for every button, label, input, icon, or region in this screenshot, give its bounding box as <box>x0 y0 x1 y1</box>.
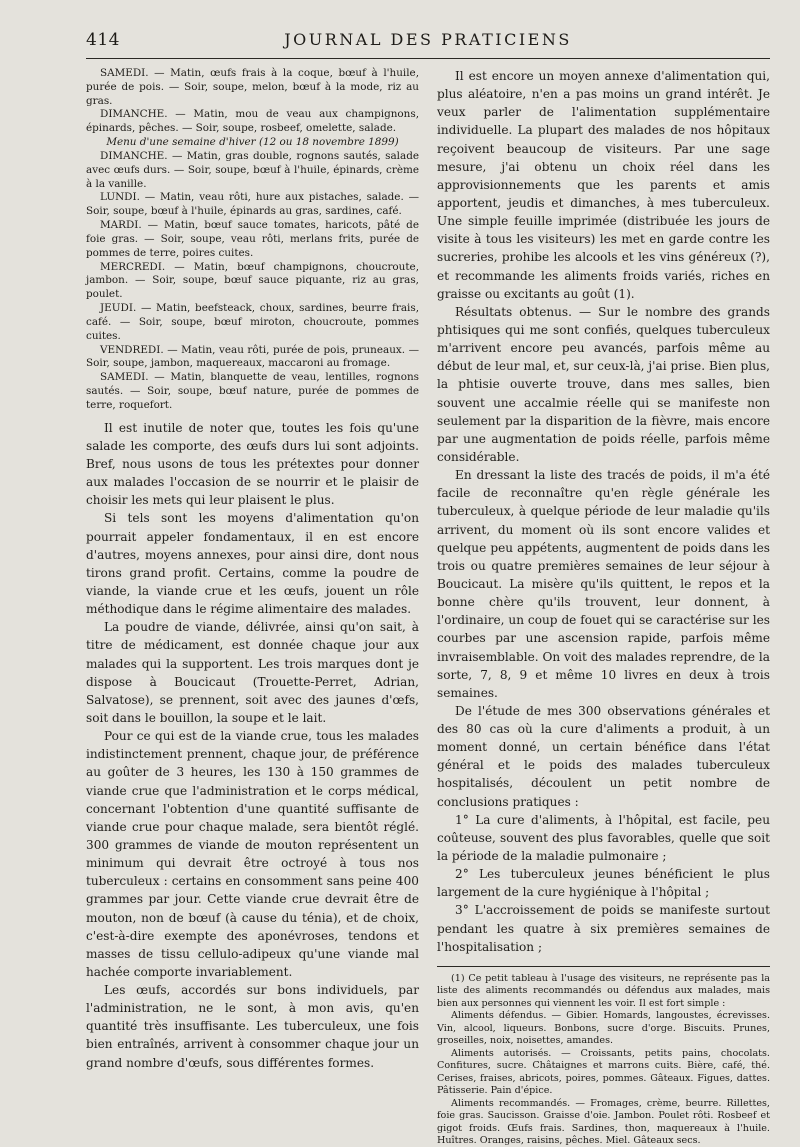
conclusion-item: 3° L'accroissement de poids se manifeste surtout pendant les quatre à six premières semaines de l'hospitalisation ; <box>437 903 770 954</box>
menu-entry: SAMEDI. — Matin, œufs frais à la coque, bœuf à l'huile, purée de pois. — Soir, soupe, melon, bœuf à la mode, riz au gras. <box>86 67 419 107</box>
footnotes <box>437 966 770 1147</box>
footnote: Aliments recommandés. — Fromages, crème, beurre. Rillettes, foie gras. Saucisson. Graisse d'oie. Jambon. Poulet rôti. Rosbeef et gigot froids. Œufs frais. Sardines, thon, maquereaux à l'huile. Huîtres. Oranges, raisins, pêches. Miel. Gâteaux secs. <box>437 1097 770 1146</box>
right-column <box>437 67 770 1147</box>
conclusion-item: 1° La cure d'aliments, à l'hôpital, est facile, peu coûteuse, souvent des plus favorables, quelle que soit la période de la maladie pulmonaire ; <box>437 812 770 864</box>
footnote: Aliments autorisés. — Croissants, petits pains, chocolats. Confitures, sucre. Châtaignes et marrons cuits. Bière, café, thé. Cerises, fraises, abricots, poires, pommes. Gâteaux. Figues, dattes. Pâtisserie. Pain d'épice. <box>437 1047 770 1097</box>
paragraph: Résultats obtenus. — Sur le nombre des grands phtisiques qui me sont confiés, quelques tuberculeux m'arrivent encore peu avancés, parfois même au début de leur mal, et, sur ceux-là, j'ai prise. Bien plus, la phtisie ouverte trouve, dans mes salles, bien souvent une accalmie réelle qui se manifeste non seulement par la disparition de la fièvre, mais encore par une augmentation de poids réelle, parfois même considérable. <box>437 304 770 464</box>
menu-entry: JEUDI. — Matin, beefsteack, choux, sardines, beurre frais, café. — Soir, soupe, bœuf miroton, choucroute, pommes cuites. <box>86 302 419 342</box>
menu-entry: LUNDI. — Matin, veau rôti, hure aux pistaches, salade. — Soir, soupe, bœuf à l'huile, épinards au gras, sardines, café. <box>86 191 419 218</box>
paragraph: Pour ce qui est de la viande crue, tous les malades indistinctement prennent, chaque jour, de préférence au goûter de 3 heures, les 130 à 150 grammes de viande crue que l'administration et le corps médical, concernant l'obtention d'une quantité suffisante de viande crue pour chaque malade, sera bientôt réglé. 300 grammes de viande de mouton représentent un minimum qui devrait être octroyé à tous nos tuberculeux : certains en consomment sans peine 400 grammes par jour. Cette viande crue devrait être de mouton, non de bœuf (à cause du ténia), et de choix, c'est-à-dire exempte des aponévroses, tendons et masses de tissu cellulo-adipeux qu'une viande mal hachée comporte invariablement. <box>86 729 419 979</box>
page-header <box>86 26 770 59</box>
footnote: Aliments défendus. — Gibier. Homards, langoustes, écrevisses. Vin, alcool, liqueurs. Bonbons, sucre d'orge. Biscuits. Prunes, groseilles, noix, noisettes, amandes. <box>437 1010 770 1047</box>
left-body <box>86 419 419 1072</box>
menu-entry: SAMEDI. — Matin, blanquette de veau, lentilles, rognons sautés. — Soir, soupe, bœuf nature, purée de pommes de terre, roquefort. <box>86 371 419 411</box>
menu-heading: Menu d'une semaine d'hiver (12 ou 18 novembre 1899) <box>106 136 399 149</box>
menu-entry: MERCREDI. — Matin, bœuf champignons, choucroute, jambon. — Soir, soupe, bœuf sauce piquante, riz au gras, poulet. <box>86 260 419 301</box>
footnote: (1) Ce petit tableau à l'usage des visiteurs, ne représente pas la liste des aliments recommandés ou défendus aux malades, mais bien aux personnes qui viennent les voir. Il est fort simple : <box>437 972 770 1009</box>
menu-list <box>86 67 419 413</box>
paragraph: Les œufs, accordés sur bons individuels, par l'administration, ne le sont, à mon avis, qu'en quantité très insuffisante. Les tuberculeux, une fois bien entraînés, arrivent à consommer chaque jour un grand nombre d'œufs, sous différentes formes. <box>86 983 419 1070</box>
text-columns <box>86 67 770 1147</box>
paragraph: La poudre de viande, délivrée, ainsi qu'on sait, à titre de médicament, est donnée chaque jour aux malades qui la supportent. Les trois marques dont je dispose à Boucicaut (Trouette-Perret, Adrian, Salvatose), se prennent, soit avec des jaunes d'œfs, soit dans le bouillon, la soupe et le lait. <box>86 620 419 725</box>
paragraph: En dressant la liste des tracés de poids, il m'a été facile de reconnaître qu'en règle générale les tuberculeux, à quelque période de leur maladie qu'ils arrivent, du moment où ils sont encore valides et quelque peu appétents, augmentent de poids dans les trois ou quatre premières semaines de leur séjour à Boucicaut. La misère qu'ils quittent, le repos et la bonne chère qu'ils trouvent, leur donnent, à l'ordinaire, un coup de fouet qui se caractérise sur les courbes par une ascension rapide, parfois même invraisemblable. On voit des malades reprendre, de la sorte, 7, 8, 9 et même 10 livres en deux à trois semaines. <box>437 468 770 700</box>
menu-entry: MARDI. — Matin, bœuf sauce tomates, haricots, pâté de foie gras. — Soir, soupe, veau rôti, merlans frits, purée de pommes de terre, poires cuites. <box>86 219 419 259</box>
menu-entry: DIMANCHE. — Matin, mou de veau aux champignons, épinards, pêches. — Soir, soupe, rosbeef, omelette, salade. <box>86 108 419 135</box>
left-column <box>86 67 419 1147</box>
paragraph: Si tels sont les moyens d'alimentation qu'on pourrait appeler fondamentaux, il en est encore d'autres, moyens annexes, pour ainsi dire, dont nous tirons grand profit. Certains, comme la poudre de viande, la viande crue et les œufs, jouent un rôle méthodique dans le régime alimentaire des malades. <box>86 511 419 617</box>
menu-entry: VENDREDI. — Matin, veau rôti, purée de pois, pruneaux. — Soir, soupe, jambon, maquereaux, maccaroni au fromage. <box>86 343 419 370</box>
paragraph: De l'étude de mes 300 observations générales et des 80 cas où la cure d'aliments a produit, à un moment donné, un certain bénéfice dans l'état général et le poids des malades tuberculeux hospitalisés, découlent un petit nombre de conclusions pratiques : <box>437 703 770 809</box>
menu-entry: DIMANCHE. — Matin, gras double, rognons sautés, salade avec œufs durs. — Soir, soupe, bœuf à l'huile, épinards, crème à la vanille. <box>86 149 419 190</box>
page-number: 414 <box>86 30 120 50</box>
conclusion-item: 2° Les tuberculeux jeunes bénéficient le plus largement de la cure hygiénique à l'hôpital ; <box>437 867 770 900</box>
paragraph: Il est inutile de noter que, toutes les fois qu'une salade les comporte, des œufs durs lui sont adjoints. Bref, nous usons de tous les prétextes pour donner aux malades l'occasion de se nourrir et le plaisir de choisir les mets qui leur plaisent le plus. <box>86 420 419 508</box>
right-body <box>437 67 770 956</box>
running-head: JOURNAL DES PRATICIENS <box>284 30 572 49</box>
paragraph: Il est encore un moyen annexe d'alimentation qui, plus aléatoire, n'en a pas moins un grand intérêt. Je veux parler de l'alimentation supplémentaire individuelle. La plupart des malades de nos hôpitaux reçoivent beaucoup de visiteurs. Par une sage mesure, j'ai obtenu un choix réel dans les approvisionnements que les parents et amis apportent, jeudis et dimanches, à mes tuberculeux. Une simple feuille imprimée (distribuée les jours de visite à tous les visiteurs) les met en garde contre les sucreries, prohibe les alcools et les vins généreux (?), et recommande les aliments froids variés, riches en graisse ou excitants au goût (1). <box>437 69 770 301</box>
